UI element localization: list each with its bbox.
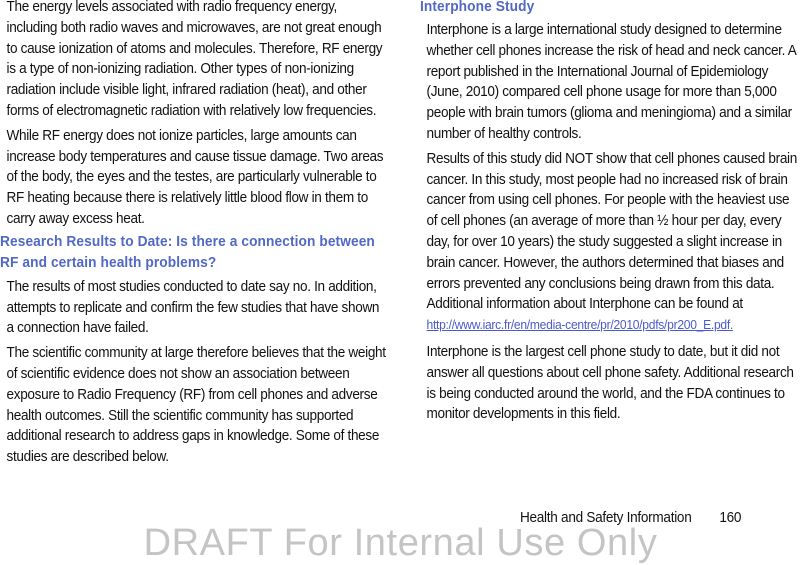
- body-paragraph: The energy levels associated with radio frequency energy, including both radio waves and microwaves, are not great enough to cause ionization of atoms and molecules. Therefore, RF energy is a type of non-ionizing radiation. Other types of non-ionizing radiation include visible light, infrared radiation (heat), and other forms of electromagnetic radiation with relatively low frequencies.: [6, 0, 383, 119]
- left-column: [0, 0, 388, 468]
- body-paragraph: [420, 149, 801, 336]
- footer-section-title: Health and Safety Information: [520, 510, 692, 526]
- section-heading: Interphone Study: [420, 0, 535, 15]
- interphone-link[interactable]: http://www.iarc.fr/en/media-centre/pr/2010/pdfs/pr200_E.pdf.: [426, 317, 734, 333]
- draft-watermark: DRAFT For Internal Use Only: [143, 522, 658, 564]
- body-paragraph: Interphone is the largest cell phone study to date, but it did not answer all questions about cell phone safety. Additional research is being conducted around the world, and the FDA continues to monitor developments in this field.: [426, 343, 794, 423]
- body-paragraph: The results of most studies conducted to date say no. In addition, attempts to replicate and confirm the few studies that have shown a connection have failed.: [6, 278, 380, 337]
- section-heading: Research Results to Date: Is there a connection between RF and certain health problems?: [0, 233, 375, 271]
- body-paragraph: Interphone is a large international study designed to determine whether cell phones increase the risk of head and neck cancer. A report published in the International Journal of Epidemiology (June, 2010) compared cell phone usage for more than 5,000 people with brain tumors (glioma and meningioma) and a similar number of healthy controls.: [426, 22, 796, 142]
- body-paragraph: While RF energy does not ionize particles, large amounts can increase body temperatures and cause tissue damage. Two areas of the body, the eyes and the testes, are particularly vulnerable to RF heating because there is relatively little blood flow in them to carry away excess heat.: [6, 127, 384, 227]
- right-column: [420, 0, 801, 425]
- page-number: 160: [719, 510, 742, 526]
- body-paragraph: The scientific community at large therefore believes that the weight of scientific evidence does not show an association between exposure to Radio Frequency (RF) from cell phones and adverse health outcomes. Still the scientific community has supported additional research to address gaps in knowledge. Some of these studies are described below.: [6, 345, 386, 466]
- body-text: Results of this study did NOT show that cell phones caused brain cancer. In this study, most people had no increased risk of brain cancer from using cell phones. For people with the heaviest use of cell phones (an average of more than ½ hour per day, every day, for over 10 years) the study suggested a slight increase in brain cancer. However, the authors determined that biases and errors prevented any conclusions being drawn from this data. Additional information about Interphone can be found at: [426, 150, 797, 313]
